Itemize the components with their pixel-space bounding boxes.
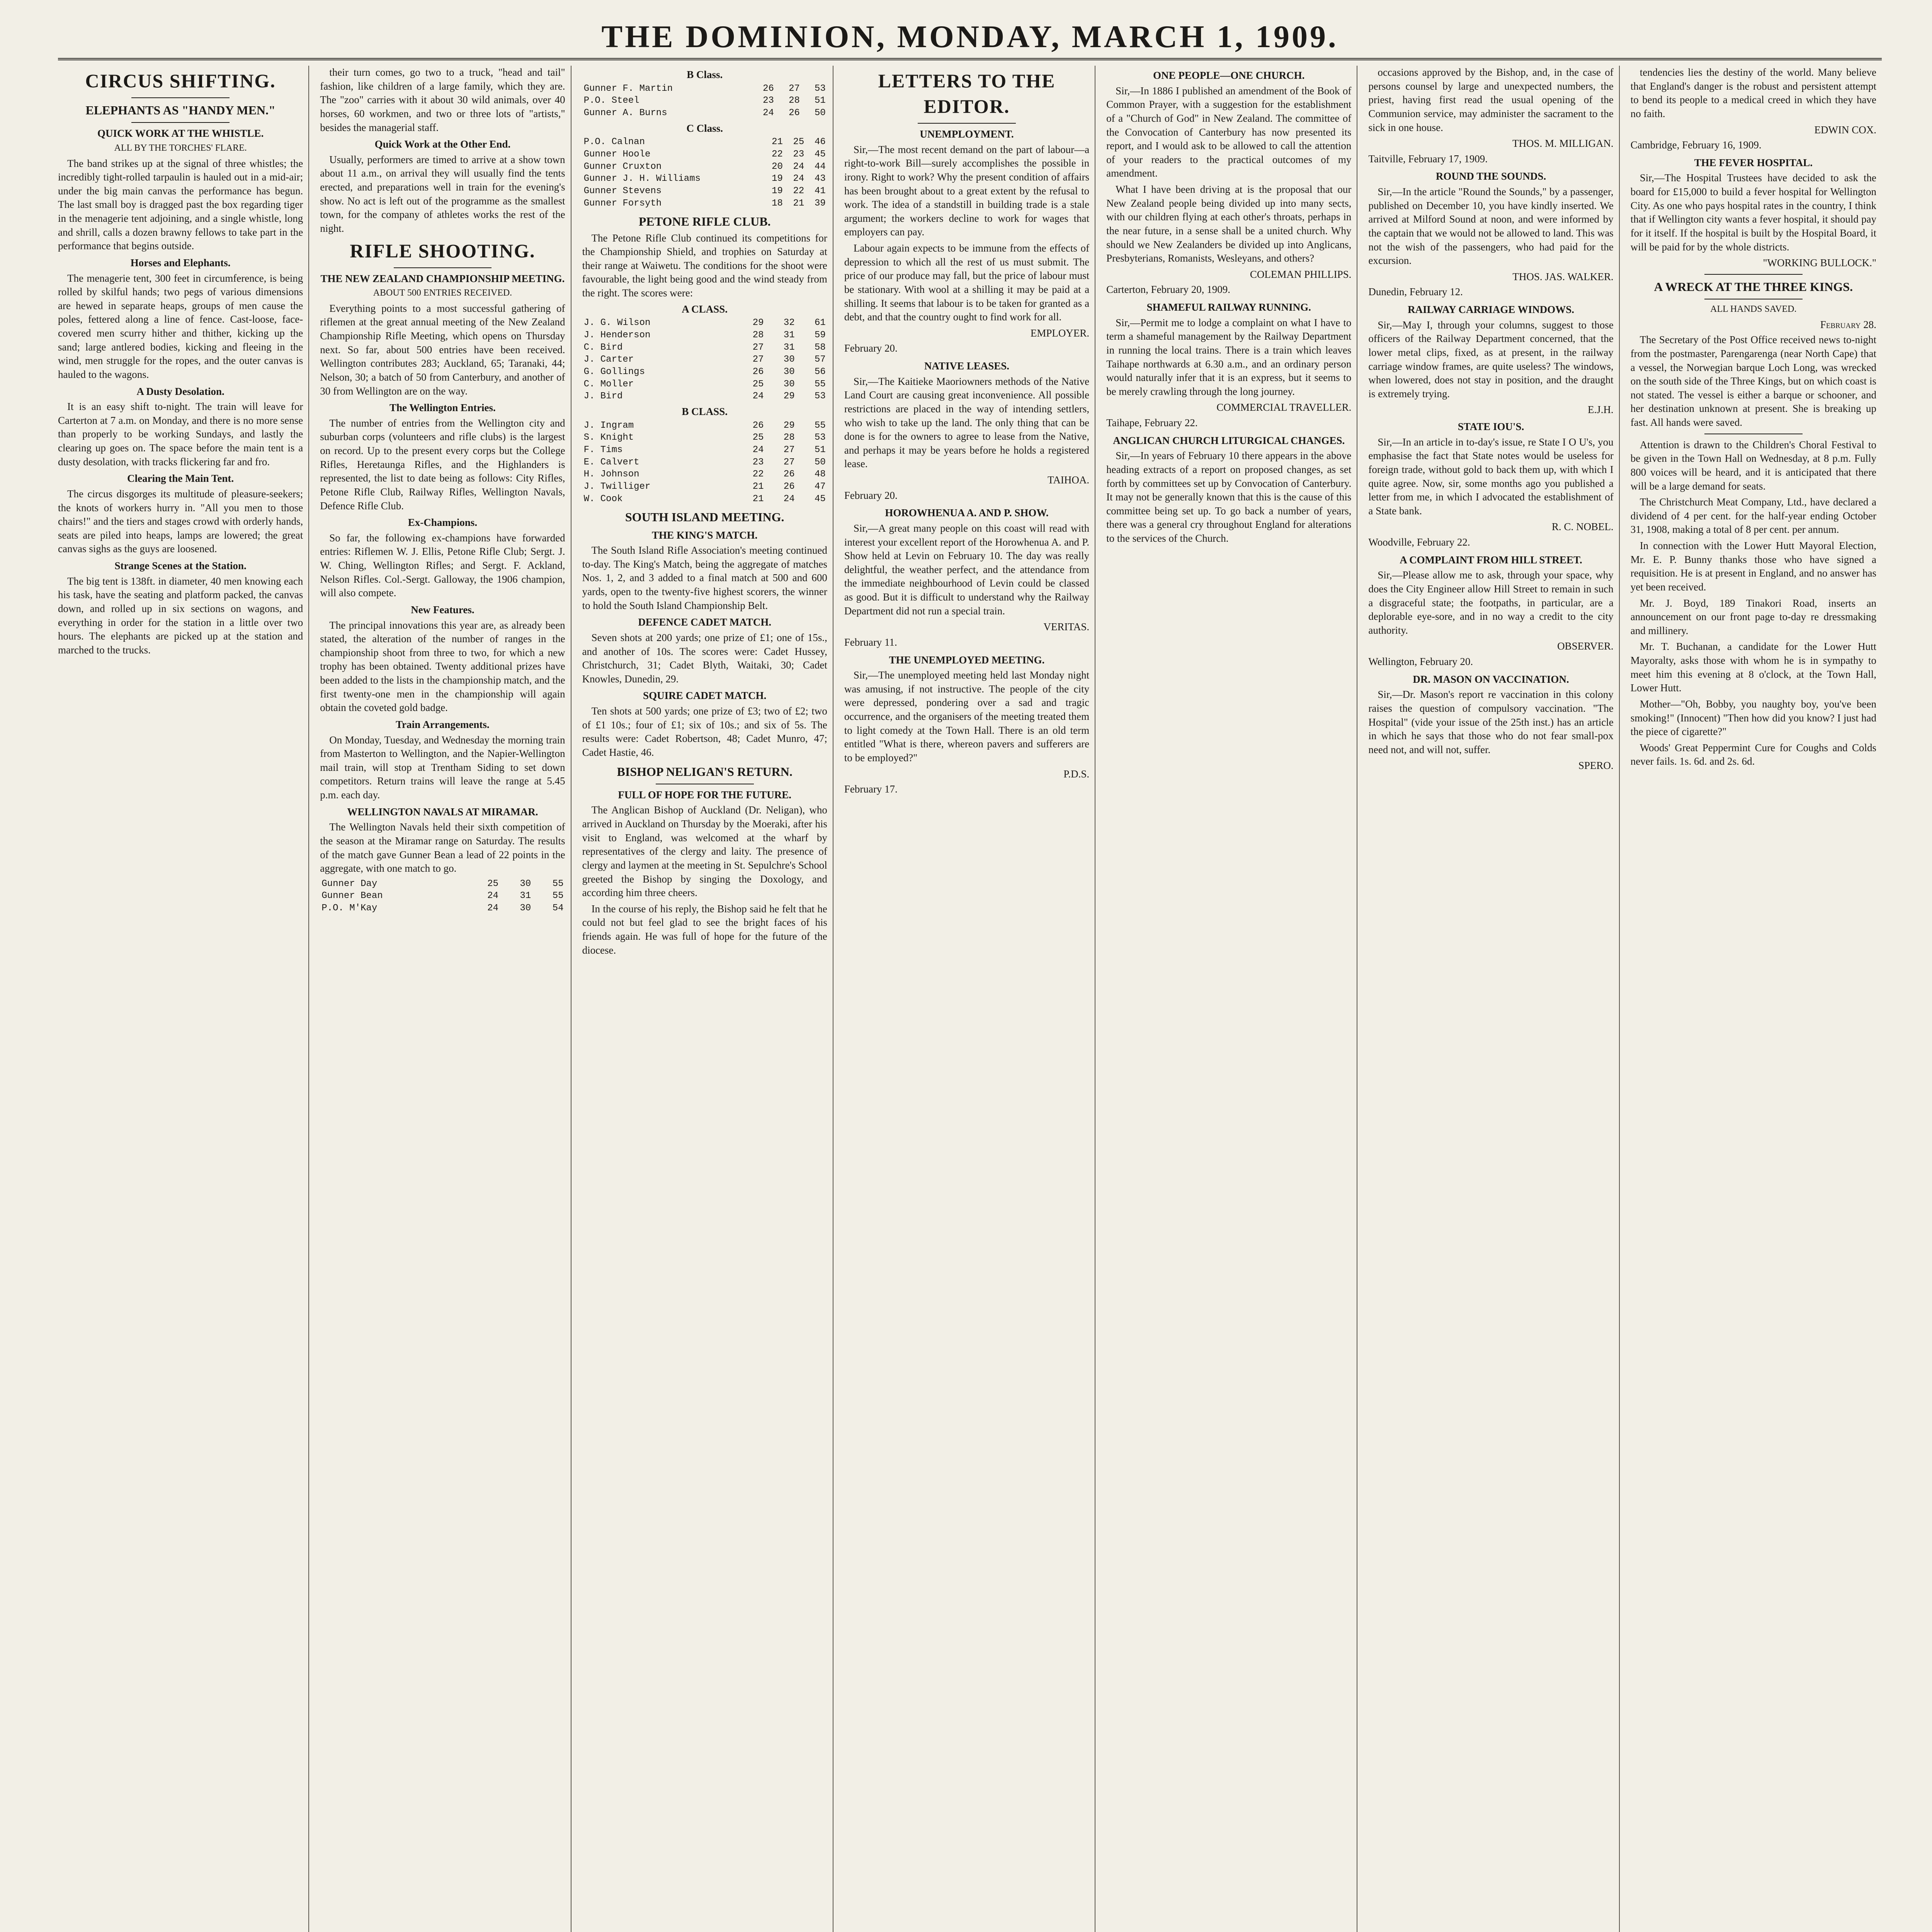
table-cell: 55 [552, 891, 564, 901]
article-title: SOUTH ISLAND MEETING. [625, 510, 784, 524]
letter-date: February 20. [844, 489, 898, 501]
article-title: LETTERS TO THE EDITOR. [878, 70, 1056, 117]
table-cell: Gunner A. Burns [583, 107, 667, 118]
score-table [582, 420, 827, 505]
table-cell: 58 [815, 342, 826, 353]
table-row [582, 456, 827, 469]
paragraph: tendencies lies the destiny of the world. Many believe that England's danger is the robust and persistent attempt to bend its people to a medical creed in which they have no faith. [1630, 66, 1876, 119]
letter-heading: THE FEVER HOSPITAL. [1694, 156, 1813, 168]
table-cell: 59 [815, 330, 826, 340]
letter-signature: EMPLOYER. [1030, 327, 1090, 339]
table-cell: 31 [520, 891, 531, 901]
paragraph: Ten shots at 500 yards; one prize of £3; two of £2; two of £1 10s.; four of £1; six of 10s.; and six of 5s. The results were: Cadet Robertson, 48; Cadet Munro, 47; Cadet Hastie, 46. [582, 705, 827, 758]
table-row [582, 481, 827, 493]
score-table [582, 83, 827, 119]
table-cell: 27 [789, 83, 800, 94]
table-cell: 22 [772, 149, 783, 160]
column-rifle [320, 66, 571, 1932]
article-intro: ABOUT 500 ENTRIES RECEIVED. [373, 288, 512, 298]
table-cell: 51 [815, 95, 826, 106]
table-cell: J. Bird [583, 391, 623, 402]
table-cell: 41 [815, 185, 826, 196]
table-cell: 29 [783, 391, 795, 402]
table-cell: 45 [815, 493, 826, 504]
table-cell: 18 [772, 198, 783, 209]
table-row [582, 390, 827, 403]
section-heading: Strange Scenes at the Station. [114, 560, 247, 572]
table-row [582, 432, 827, 444]
paragraph: Sir,—A great many people on this coast will read with interest your excellent report of the Horowhenua A. and P. Show held at Levin on February 10. The day was really delightful, the weather perfect, and the attendance from the immediate neighbourhood of Levin could be classed as good. But it is difficult to understand why the Railway Department did not run a special train. [844, 522, 1090, 617]
divider [131, 97, 230, 98]
table-row [582, 173, 827, 185]
table-cell: 55 [552, 878, 564, 889]
letter-date: Dunedin, February 12. [1368, 286, 1463, 298]
table-cell: 24 [752, 391, 764, 402]
table-cell: 30 [520, 878, 531, 889]
paragraph: The Wellington Navals held their sixth competition of the season at the Miramar range on Saturday. The results of the match gave Gunner Bean a lead of 22 points in the aggregate, with one match to go. [320, 821, 565, 874]
letter-date: February 17. [844, 783, 898, 795]
section-heading: Quick Work at the Other End. [374, 138, 511, 150]
table-cell: Gunner Hoole [583, 149, 651, 160]
paragraph: So far, the following ex-champions have forwarded entries: Riflemen W. J. Ellis, Petone Rifle Club; Sergt. J. W. Ching, Wellington Rifles; and Sergt. F. Ackland, Nelson Rifles. Col.-Sergt. Galloway, the 1906 champion, will also compete. [320, 532, 565, 599]
article-subtitle: ELEPHANTS AS "HANDY MEN." [85, 103, 276, 117]
letter-signature: "WORKING BULLOCK." [1763, 257, 1876, 269]
column-letters [844, 66, 1095, 1932]
table-cell: 50 [815, 457, 826, 468]
letter-date: Carterton, February 20, 1909. [1106, 284, 1231, 296]
table-cell: Gunner J. H. Williams [583, 173, 701, 184]
letter-signature: TAIHOA. [1048, 474, 1090, 486]
table-cell: 24 [793, 161, 804, 172]
letter-heading: RAILWAY CARRIAGE WINDOWS. [1408, 304, 1574, 315]
table-cell: 48 [815, 469, 826, 480]
table-cell: E. Calvert [583, 457, 639, 468]
paragraph: The principal innovations this year are, as already been stated, the alteration of the number of ranges in the championship shoot from three to two, for which a new trophy has been obtained. Twenty additional prizes have been added to the lists in the championship match, and the first twenty-one men in the championship will again obtain the coveted gold badge. [320, 619, 565, 714]
table-cell: 51 [815, 444, 826, 455]
table-cell: 57 [815, 354, 826, 365]
paragraph: The Anglican Bishop of Auckland (Dr. Neligan), who arrived in Auckland on Thursday by the Moeraki, after his visit to England, was welcomed at the wharf by representatives of the clergy and laity. The presence of clergy and laymen at the meeting in St. Sepulchre's School greeted the Bishop by singing the Doxology, and according him three cheers. [582, 804, 827, 899]
table-cell: 22 [752, 469, 764, 480]
table-cell: Gunner Cruxton [583, 161, 662, 172]
letter-date: Taitville, February 17, 1909. [1368, 153, 1488, 165]
table-row [582, 342, 827, 354]
table-cell: 30 [520, 903, 531, 914]
table-cell: 19 [772, 173, 783, 184]
table-row [582, 107, 827, 119]
letter-signature: THOS. JAS. WALKER. [1512, 270, 1614, 282]
section-heading: Horses and Elephants. [130, 257, 231, 269]
table-cell: 55 [815, 420, 826, 431]
table-cell: 56 [815, 366, 826, 377]
table-cell: J. Ingram [583, 420, 634, 431]
table-cell: 24 [763, 107, 774, 118]
table-cell: 24 [793, 173, 804, 184]
table-row [582, 185, 827, 197]
table-row [320, 902, 565, 915]
table-cell: 23 [763, 95, 774, 106]
table-cell: J. G. Wilson [583, 318, 651, 328]
letter-signature: R. C. NOBEL. [1551, 521, 1614, 533]
class-heading: B Class. [687, 69, 723, 80]
table-cell: 21 [752, 493, 764, 504]
table-row [582, 378, 827, 391]
paragraph: Sir,—The Hospital Trustees have decided to ask the board for £15,000 to build a fever hospital for Wellington City. As one who pays hospital rates in the country, I think that if Wellington city wants a fever hospital, it should pay for it itself. If the hospital is built by the Hospital Board, it will be paid for by the whole districts. [1630, 172, 1876, 253]
article-title: CIRCUS SHIFTING. [85, 70, 276, 92]
table-cell: 55 [815, 379, 826, 389]
table-cell: 26 [789, 107, 800, 118]
table-cell: 26 [752, 366, 764, 377]
section-heading: Clearing the Main Tent. [127, 473, 234, 485]
paragraph: Woods' Great Peppermint Cure for Coughs and Colds never fails. 1s. 6d. and 2s. 6d. [1630, 742, 1876, 767]
table-row [582, 468, 827, 481]
class-heading: C Class. [686, 122, 723, 134]
paragraph: Sir,—The most recent demand on the part of labour—a right-to-work Bill—surely accomplishes the possible in irony. Right to work? Why the present condition of affairs has been brought about to a great extent by the refusal to work. The idea of a standstill in building trade is a stale argument; the workers decline to work for wages that employers can pay. [844, 143, 1090, 238]
letter-heading: UNEMPLOYMENT. [920, 128, 1014, 140]
table-cell: G. Gollings [583, 366, 645, 377]
paragraph: Sir,—May I, through your columns, suggest to those officers of the Railway Department concerned, that the lower metal clips, fixed, as at present, in the railway carriage window frames, are quite useless? The windows, when lowered, does not stay in position, and the draught is extremely trying. [1368, 319, 1614, 400]
column-sounds [1368, 66, 1619, 1932]
table-cell: 24 [752, 444, 764, 455]
table-cell: P.O. M'Kay [321, 903, 378, 914]
table-cell: 26 [783, 481, 795, 492]
table-cell: Gunner Day [321, 878, 378, 889]
paragraph: The menagerie tent, 300 feet in circumference, is being rolled by skilful hands; two pegs of various dimensions are hewed in separate heaps, groups of men cause the poles, fettered along a line of fence. Cast-loose, face-covered men scurry hither and thither, kicking up the sand; large antlered bodies, kicking and fleeing in the wind, men struggle for the ropes, and the outer canvas is hauled to the wagons. [58, 272, 303, 380]
table-cell: 32 [783, 318, 795, 328]
table-cell: 25 [487, 878, 498, 889]
paragraph: Mother—"Oh, Bobby, you naughty boy, you've been smoking!" (Innocent) "Then how did you know? I just had the piece of cigarette?" [1630, 698, 1876, 738]
table-cell: 43 [815, 173, 826, 184]
table-cell: 24 [783, 493, 795, 504]
table-row [582, 83, 827, 95]
table-cell: 27 [752, 342, 764, 353]
table-row [582, 444, 827, 456]
letter-date: February 20. [844, 342, 898, 354]
table-cell: 46 [815, 137, 826, 148]
paragraph: It is an easy shift to-night. The train will leave for Carterton at 7 a.m. on Monday, and there is no more sense than properly to be working Sundays, and lastly the clearing up goes on. The space before the main tent is a dusty desolation, with tracks flickering far and fro. [58, 401, 303, 468]
table-cell: 61 [815, 318, 826, 328]
letter-heading: SHAMEFUL RAILWAY RUNNING. [1146, 301, 1311, 313]
paragraph: The South Island Rifle Association's meeting continued to-day. The King's Match, being the aggregate of matches Nos. 1, 2, and 3 added to a final match at 500 and 600 yards, open to the twenty-five highest scorers, the winner to hold the South Island Championship Belt. [582, 544, 827, 611]
paragraph: Usually, performers are timed to arrive at a show town about 11 a.m., on arrival they will usually find the tents erected, and preparations well in train for the evening's show. No act is left out of the programme as the smallest town, for the company of athletes works the rest of the night. [320, 153, 565, 234]
divider [131, 122, 230, 123]
divider [1704, 274, 1803, 275]
table-row [582, 366, 827, 378]
table-cell: 29 [783, 420, 795, 431]
table-cell: 30 [783, 366, 795, 377]
letter-signature: VERITAS. [1043, 621, 1090, 633]
letter-signature: SPERO. [1578, 760, 1614, 772]
table-cell: P.O. Steel [583, 95, 639, 106]
letter-date: February 11. [844, 636, 897, 648]
paragraph: The Secretary of the Post Office received news to-night from the postmaster, Parengarenga (near North Cape) that a vessel, the Norwegian barque Loch Long, was wrecked on the south side of the Three Kings, but on which coast is not stated. The vessel is either a barque or schooner, and her destination unknown at present. She is breaking up fast. All hands were saved. [1630, 334, 1876, 429]
paragraph: Seven shots at 200 yards; one prize of £1; one of 15s., and another of 10s. The scores were: Cadet Hussey, Christchurch, 31; Cadet Blyth, Waitaki, 30; Cadet Knowles, Dunedin, 29. [582, 631, 827, 685]
column-petone [582, 66, 833, 1932]
letter-date: Woodville, February 22. [1368, 536, 1470, 548]
table-cell: 44 [815, 161, 826, 172]
table-cell: 28 [789, 95, 800, 106]
table-cell: 45 [815, 149, 826, 160]
table-cell: P.O. Calnan [583, 137, 645, 148]
letter-heading: HOROWHENUA A. AND P. SHOW. [885, 507, 1049, 519]
article-title: RIFLE SHOOTING. [350, 240, 536, 262]
letter-signature: COMMERCIAL TRAVELLER. [1216, 401, 1352, 413]
paragraph: Attention is drawn to the Children's Choral Festival to be given in the Town Hall on Wednesday, at 8 p.m. Fully 800 voices will be heard, and it is anticipated that there will be a large demand for seats. [1630, 439, 1876, 492]
table-cell: W. Cook [583, 493, 623, 504]
letter-heading: DR. MASON ON VACCINATION. [1413, 673, 1569, 685]
article-subtitle: ALL HANDS SAVED. [1710, 304, 1797, 314]
article-title: BISHOP NELIGAN'S RETURN. [617, 764, 793, 779]
paragraph: In the course of his reply, the Bishop said he felt that he could not but feel glad to see the bright faces of his friends again. He was full of hope for the future of the diocese. [582, 903, 827, 956]
paragraph: What I have been driving at is the proposal that our New Zealand people being divided up into many sects, with our children flying at each other's throats, perhaps in the near future, in a sense shall be a united church. Why should we New Zealanders be divided up into Anglicans, Presbyterians, Romanists, Wesleyans, and others? [1106, 184, 1352, 264]
article-subtitle: THE NEW ZEALAND CHAMPIONSHIP MEETING. [320, 272, 565, 284]
table-row [582, 329, 827, 342]
section-heading: WELLINGTON NAVALS AT MIRAMAR. [347, 806, 538, 818]
table-cell: 24 [487, 903, 498, 914]
table-cell: H. Johnson [583, 469, 639, 480]
column-circus [58, 66, 309, 1932]
article-intro: ALL BY THE TORCHES' FLARE. [114, 143, 247, 153]
article-subtitle: QUICK WORK AT THE WHISTLE. [97, 128, 264, 139]
table-cell: J. Henderson [583, 330, 651, 340]
class-heading: A CLASS. [682, 303, 728, 315]
table-cell: 26 [752, 420, 764, 431]
paragraph: occasions approved by the Bishop, and, in the case of persons counsel by large and unexpected numbers, the priest, having first read the usual opening of the Communion service, may administer the sacrament to the sick in one house. [1368, 66, 1614, 133]
table-cell: C. Moller [583, 379, 634, 389]
table-cell: 20 [772, 161, 783, 172]
paragraph: Sir,—Please allow me to ask, through your space, why does the City Engineer allow Hill Street to remain in such a disgraceful state; the footpaths, in particular, are a deplorable eye-sore, and in no way a credit to the city authority. [1368, 569, 1614, 636]
table-cell: 53 [815, 83, 826, 94]
paragraph: Sir,—The Kaitieke Maoriowners methods of the Native Land Court are causing great inconvenience. All possible restrictions are placed in the way of intending settlers, who wish to take up the land. The only thing that can be done is for the owners to agree to lease from the Native, and perhaps it may be years before he holds a registered lease. [844, 375, 1090, 470]
table-cell: 28 [783, 432, 795, 443]
table-cell: 27 [783, 444, 795, 455]
table-cell: 19 [772, 185, 783, 196]
table-cell: 53 [815, 391, 826, 402]
table-row [582, 161, 827, 173]
score-table [582, 317, 827, 403]
paragraph: Sir,—In the article "Round the Sounds," by a passenger, published on December 10, you have kindly inserted. We arrived at Milford Sound at noon, and were informed by the captain that we would not be allowed to land. This was not the wish of the passengers, who had paid for the excursion. [1368, 186, 1614, 267]
paragraph: On Monday, Tuesday, and Wednesday the morning train from Masterton to Wellington, and the Napier-Wellington mail train, will stop at Trentham Siding to set down competitors. Return trains will leave the range at 5.45 p.m. each day. [320, 734, 565, 801]
table-cell: 31 [783, 342, 795, 353]
table-cell: 50 [815, 107, 826, 118]
table-cell: 25 [793, 137, 804, 148]
table-cell: 29 [752, 318, 764, 328]
table-cell: 21 [793, 198, 804, 209]
letter-signature: OBSERVER. [1557, 640, 1614, 652]
table-cell: Gunner Stevens [583, 185, 662, 196]
table-row [582, 197, 827, 210]
letter-signature: THOS. M. MILLIGAN. [1512, 138, 1614, 150]
letter-date: Cambridge, February 16, 1909. [1630, 139, 1762, 151]
paragraph: Sir,—In years of February 10 there appears in the above heading extracts of a report on proposed changes, as set forth by committees set up by Convocation of Canterbury. It may not be generally known that this is the cause of this committee being set up. To go back a number of years, there was a general cry throughout England for alterations to the services of the Church. [1106, 450, 1352, 544]
table-cell: Gunner Bean [321, 891, 383, 901]
paragraph: The Petone Rifle Club continued its competitions for the Championship Shield, and trophies on Saturday at their range at Waiwetu. The conditions for the shoot were favourable, the light being good and the wind steady from the right. The scores were: [582, 232, 827, 299]
table-cell: C. Bird [583, 342, 623, 353]
paragraph: Sir,—Permit me to lodge a complaint on what I have to term a shameful management by the Railway Department in running the local trains. There is a train which leaves Taihape northwards at 6.30 a.m., and an ordinary person would naturally infer that it is an express, but it seems to be merely crawling through the long journey. [1106, 316, 1352, 397]
section-heading: New Features. [411, 604, 474, 616]
paragraph: The circus disgorges its multitude of pleasure-seekers; the knots of workers hurry in. "All you men to those chairs!" and the tiers and stages crowd with orderly hands, seats are piled into heaps, lamps are lowered; the great canvas sighs as the guys are loosened. [58, 488, 303, 555]
table-row [582, 136, 827, 148]
paragraph: Sir,—The unemployed meeting held last Monday night was amusing, if not instructive. The people of the city were depressed, pondering over a sad and tragic occurrence, and the organisers of the meeting treated them to light comedy at the Town Hall. There is an old term entitled "What is there, whereon pavers and sufferers are to be employed?" [844, 669, 1090, 764]
table-cell: 27 [752, 354, 764, 365]
table-cell: J. Twilliger [583, 481, 651, 492]
letter-heading: NATIVE LEASES. [924, 360, 1010, 372]
table-cell: 39 [815, 198, 826, 209]
table-cell: 24 [487, 891, 498, 901]
paragraph: Mr. T. Buchanan, a candidate for the Lower Hutt Mayoralty, asks those with whom he is in sympathy to meet him this evening at 8 o'clock, at the Town Hall, Lower Hutt. [1630, 641, 1876, 694]
table-cell: J. Carter [583, 354, 634, 365]
paragraph: Sir,—In an article in to-day's issue, re State I O U's, you emphasise the fact that State notes would be useless for foreign trade, without gold to back them up, with which I quite agree. Now, sir, some months ago you published a letter from me, in which I advocated the establishment of a State bank. [1368, 436, 1614, 517]
table-cell: 54 [552, 903, 564, 914]
table-cell: 22 [793, 185, 804, 196]
paragraph: their turn comes, go two to a truck, "head and tail" fashion, like children of a large family, which they are. The "zoo" carries with it about 30 wild animals, over 40 horses, 60 workmen, and two or three lots of "artists," besides the managerial staff. [320, 66, 565, 133]
column-church [1106, 66, 1357, 1932]
table-cell: 25 [752, 379, 764, 389]
column-misc [1631, 66, 1882, 1932]
section-heading: DEFENCE CADET MATCH. [638, 616, 772, 628]
paragraph: Sir,—Dr. Mason's report re vaccination in this colony raises the question of compulsory vaccination. "The Hospital" (vide your issue of the 25th inst.) has an article in which he says that those who do not fear small-pox need not, and will not, suffer. [1368, 689, 1614, 755]
table-row [582, 148, 827, 161]
letter-date: Taihape, February 22. [1106, 417, 1198, 429]
table-row [582, 317, 827, 329]
paragraph: The big tent is 138ft. in diameter, 40 men knowing each his task, have the seating and platform packed, the canvas down, and rolled up in six sections on wagons, and everything in order for the station in a little over two hours. The elephants are picked up at the station and marched to the trucks. [58, 575, 303, 656]
letter-heading: ONE PEOPLE—ONE CHURCH. [1153, 70, 1305, 81]
paragraph: Everything points to a most successful gathering of riflemen at the great annual meeting of the New Zealand Championship Rifle Meeting, which opens on Thursday next. So far, about 500 entries have been received. Wellington contributes 283; Auckland, 65; Taranaki, 44; Nelson, 30; a batch of 50 from Canterbury, and another of 30 from Wellington are on the way. [320, 302, 565, 397]
table-cell: 47 [815, 481, 826, 492]
section-heading: Ex-Champions. [408, 517, 478, 529]
table-row [582, 354, 827, 366]
article-title: A WRECK AT THE THREE KINGS. [1654, 279, 1853, 294]
divider [394, 267, 492, 268]
paragraph: Labour again expects to be immune from the effects of depression to which all the rest of us must submit. The price of our produce may fall, but the price of labour must be stationary. With wool at a shilling it may be paid at a shilling. It seems that labour is to be taken for granted as a debt, and that the country ought to find work for all. [844, 242, 1090, 323]
table-cell: F. Tims [583, 444, 623, 455]
newspaper-page [58, 66, 1882, 1932]
class-heading: B CLASS. [682, 405, 728, 417]
divider [918, 123, 1016, 124]
letter-heading: ANGLICAN CHURCH LITURGICAL CHANGES. [1113, 434, 1345, 446]
table-cell: 30 [783, 354, 795, 365]
table-row [320, 878, 565, 890]
table-cell: 25 [752, 432, 764, 443]
table-cell: 53 [815, 432, 826, 443]
table-cell: Gunner F. Martin [583, 83, 673, 94]
table-cell: 28 [752, 330, 764, 340]
table-cell: S. Knight [583, 432, 634, 443]
paragraph: In connection with the Lower Hutt Mayoral Election, Mr. E. P. Bunny thanks those who have signed a requisition. He is at present in England, and no answer has yet been received. [1630, 540, 1876, 593]
table-row [582, 493, 827, 505]
table-cell: 26 [783, 469, 795, 480]
paragraph: The Christchurch Meat Company, Ltd., have declared a dividend of 4 per cent. for the half-year ending October 31, 1908, making a total of 8 per cent. per annum. [1630, 496, 1876, 536]
table-cell: 23 [793, 149, 804, 160]
article-title: PETONE RIFLE CLUB. [638, 214, 771, 229]
letter-signature: EDWIN COX. [1814, 124, 1876, 136]
article-date: February 28. [1820, 318, 1876, 330]
letter-heading: ROUND THE SOUNDS. [1435, 170, 1546, 182]
letter-signature: COLEMAN PHILLIPS. [1250, 268, 1352, 280]
letter-heading: STATE IOU'S. [1458, 421, 1524, 432]
table-cell: 30 [783, 379, 795, 389]
table-row [582, 95, 827, 107]
letter-signature: E.J.H. [1587, 404, 1614, 416]
section-heading: The Wellington Entries. [389, 402, 496, 414]
letter-date: Wellington, February 20. [1368, 656, 1473, 667]
table-cell: 27 [783, 457, 795, 468]
letter-heading: A COMPLAINT FROM HILL STREET. [1400, 554, 1582, 566]
table-cell: 26 [763, 83, 774, 94]
table-row [582, 420, 827, 432]
table-cell: 31 [783, 330, 795, 340]
article-subtitle: THE KING'S MATCH. [652, 529, 758, 541]
paragraph: The band strikes up at the signal of three whistles; the incredibly tight-rolled tarpaulin is hauled out in a mid-air; under the big main canvas the performance has begun. The last small boy is dragged past the box regarding tiger in the menagerie tent adjoining, and a single whistle, long and shrill, calls a dozen brawny fellows to take part in the performance that begins outside. [58, 157, 303, 252]
table-cell: 21 [752, 481, 764, 492]
score-table [320, 878, 565, 915]
table-cell: 21 [772, 137, 783, 148]
letter-heading: THE UNEMPLOYED MEETING. [889, 654, 1045, 666]
paragraph: Mr. J. Boyd, 189 Tinakori Road, inserts an announcement on our front page to-day re dressmaking and millinery. [1630, 597, 1876, 636]
masthead: THE DOMINION, MONDAY, MARCH 1, 1909. [58, 15, 1882, 60]
section-heading: SQUIRE CADET MATCH. [643, 690, 767, 702]
section-heading: A Dusty Desolation. [136, 385, 224, 397]
table-cell: Gunner Forsyth [583, 198, 662, 209]
letter-signature: P.D.S. [1063, 768, 1090, 780]
article-subtitle: FULL OF HOPE FOR THE FUTURE. [618, 789, 791, 801]
table-row [320, 890, 565, 902]
section-heading: Train Arrangements. [396, 718, 490, 730]
table-cell: 23 [752, 457, 764, 468]
score-table [582, 136, 827, 209]
paragraph: The number of entries from the Wellington city and suburban corps (volunteers and rifle clubs) is the largest on record. Up to the present every corps but the College Rifles, Heretaunga Rifles, and the Highlanders is represented, the list to date being as follows: City Rifles, Petone Rifle Club, Railway Rifles, Wellington Navals, Defence Rifle Club. [320, 417, 565, 512]
paragraph: Sir,—In 1886 I published an amendment of the Book of Common Prayer, with a suggestion for the establishment of a "Church of God" in New Zealand. The committee of the Convocation of Canterbury has now presented its report, and I would ask to be allowed to call the attention of your readers to the practical outcomes of my amendment. [1106, 85, 1352, 179]
